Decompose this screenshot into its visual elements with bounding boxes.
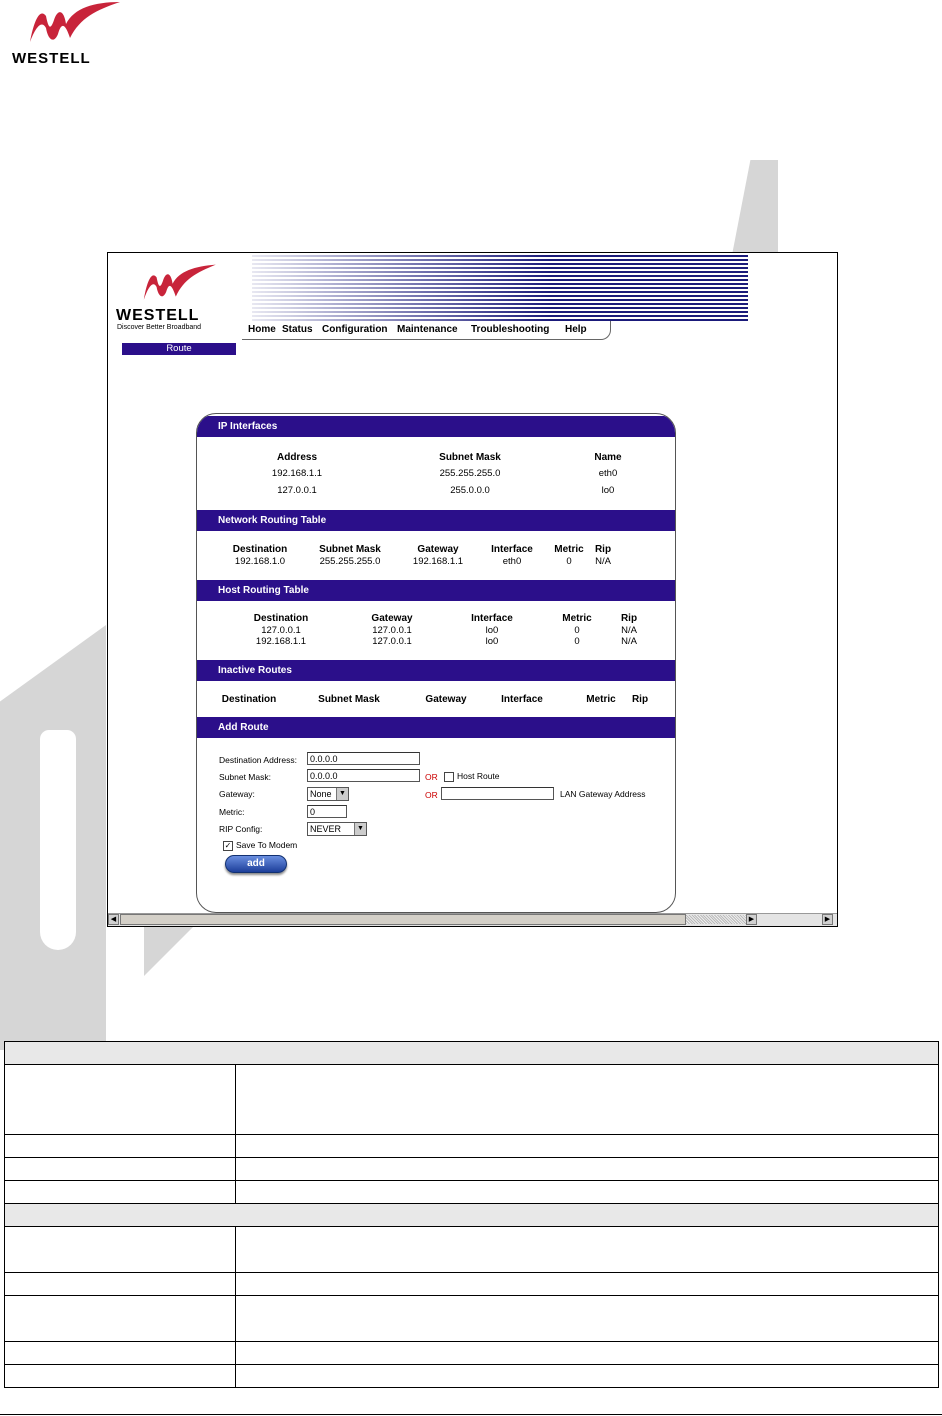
westell-wordmark: WESTELL <box>12 50 91 67</box>
scroll-right-icon[interactable]: ▶ <box>822 914 833 925</box>
or-label: OR <box>425 772 438 782</box>
col-name: Name <box>594 452 622 463</box>
col-subnet-mask: Subnet Mask <box>439 452 501 463</box>
col-rip: Rip <box>620 613 638 624</box>
col-metric: Metric <box>586 694 616 705</box>
watermark-r-shape <box>144 926 194 976</box>
col-subnet-mask: Subnet Mask <box>319 544 381 555</box>
nav-maintenance[interactable]: Maintenance <box>397 324 458 335</box>
brand-tagline: Discover Better Broadband <box>117 324 202 331</box>
cell: lo0 <box>485 636 499 647</box>
col-destination: Destination <box>253 613 309 624</box>
col-gateway: Gateway <box>417 544 459 555</box>
footer-divider <box>0 1414 942 1415</box>
table-row <box>5 1204 939 1227</box>
westell-wordmark: WESTELL <box>116 307 200 324</box>
host-route-checkbox[interactable] <box>444 772 454 782</box>
col-rip: Rip <box>631 694 649 705</box>
gateway-select[interactable] <box>307 787 349 801</box>
cell: 255.255.255.0 <box>439 468 501 479</box>
save-to-modem-checkbox[interactable]: ✓ <box>224 841 232 850</box>
destination-address-label: Destination Address: <box>219 755 297 765</box>
metric-input[interactable]: 0 <box>307 805 347 818</box>
westell-logo-icon <box>136 263 222 303</box>
cell: 192.168.1.1 <box>271 468 323 479</box>
cell: 0 <box>566 556 572 567</box>
col-rip: Rip <box>594 544 612 555</box>
gateway-select-value: None <box>310 789 332 799</box>
table-row <box>5 1135 939 1158</box>
top-nav <box>242 321 611 340</box>
cell: lo0 <box>601 485 615 496</box>
subnet-mask-input[interactable]: 0.0.0.0 <box>307 769 420 782</box>
watermark-d-hole <box>40 730 76 950</box>
cell: 0 <box>574 625 580 636</box>
browser-screenshot <box>107 252 838 927</box>
nav-status[interactable]: Status <box>282 324 313 335</box>
col-metric: Metric <box>562 613 592 624</box>
header-stripes <box>252 255 748 323</box>
table-row <box>5 1181 939 1204</box>
cell: 255.0.0.0 <box>450 485 490 496</box>
reference-table <box>4 1041 939 1388</box>
nav-home[interactable]: Home <box>248 324 276 335</box>
cell: 192.168.1.1 <box>255 636 307 647</box>
gateway-label: Gateway: <box>219 789 255 799</box>
table-row <box>5 1065 939 1135</box>
add-button[interactable]: add <box>225 855 287 873</box>
table-row <box>5 1296 939 1342</box>
cell: N/A <box>621 625 637 636</box>
section-add-route: Add Route <box>197 717 675 738</box>
nav-help[interactable]: Help <box>565 324 587 335</box>
cell: lo0 <box>485 625 499 636</box>
col-metric: Metric <box>554 544 584 555</box>
save-to-modem-label: Save To Modem <box>236 840 298 850</box>
westell-logo-icon <box>24 0 124 50</box>
route-panel <box>196 413 676 913</box>
cell: 127.0.0.1 <box>372 636 412 647</box>
host-route-label: Host Route <box>457 771 500 781</box>
col-interface: Interface <box>501 694 543 705</box>
col-gateway: Gateway <box>371 613 413 624</box>
section-inactive-routes: Inactive Routes <box>197 660 675 681</box>
rip-config-select[interactable] <box>307 822 367 836</box>
scroll-thumb[interactable] <box>120 914 686 925</box>
scroll-right-icon[interactable]: ▶ <box>746 914 757 925</box>
rip-config-select-value: NEVER <box>310 824 342 834</box>
horizontal-scrollbar[interactable] <box>108 913 837 926</box>
scroll-track[interactable] <box>686 915 746 924</box>
cell: 192.168.1.0 <box>234 556 286 567</box>
chevron-down-icon: ▼ <box>354 823 366 835</box>
nav-configuration[interactable]: Configuration <box>322 324 388 335</box>
watermark-slash <box>732 160 778 255</box>
section-host-routing: Host Routing Table <box>197 580 675 601</box>
table-row <box>5 1273 939 1296</box>
metric-label: Metric: <box>219 807 245 817</box>
table-row <box>5 1227 939 1273</box>
cell: 0 <box>574 636 580 647</box>
table-row <box>5 1365 939 1388</box>
cell: 255.255.255.0 <box>319 556 381 567</box>
col-interface: Interface <box>491 544 533 555</box>
cell: 127.0.0.1 <box>372 625 412 636</box>
col-subnet-mask: Subnet Mask <box>318 694 380 705</box>
subnet-mask-label: Subnet Mask: <box>219 772 271 782</box>
destination-address-input[interactable]: 0.0.0.0 <box>307 752 420 765</box>
lan-gateway-address-label: LAN Gateway Address <box>560 789 646 799</box>
nav-troubleshooting[interactable]: Troubleshooting <box>471 324 550 335</box>
table-row <box>5 1342 939 1365</box>
cell: eth0 <box>502 556 522 567</box>
or-label: OR <box>425 790 438 800</box>
col-destination: Destination <box>232 544 288 555</box>
lan-gateway-address-input[interactable] <box>441 787 554 800</box>
cell: N/A <box>595 556 611 567</box>
chevron-down-icon: ▼ <box>336 788 348 800</box>
table-row <box>5 1042 939 1065</box>
col-address: Address <box>276 452 318 463</box>
cell: eth0 <box>598 468 618 479</box>
scroll-left-icon[interactable]: ◀ <box>108 914 119 925</box>
section-network-routing: Network Routing Table <box>197 510 675 531</box>
section-ip-interfaces: IP Interfaces <box>197 416 675 437</box>
col-destination: Destination <box>221 694 277 705</box>
table-row <box>5 1158 939 1181</box>
page-tab-route[interactable]: Route <box>122 343 236 355</box>
col-interface: Interface <box>471 613 513 624</box>
cell: 192.168.1.1 <box>412 556 464 567</box>
col-gateway: Gateway <box>425 694 467 705</box>
cell: 127.0.0.1 <box>277 485 317 496</box>
cell: 127.0.0.1 <box>261 625 301 636</box>
cell: N/A <box>621 636 637 647</box>
rip-config-label: RIP Config: <box>219 824 263 834</box>
